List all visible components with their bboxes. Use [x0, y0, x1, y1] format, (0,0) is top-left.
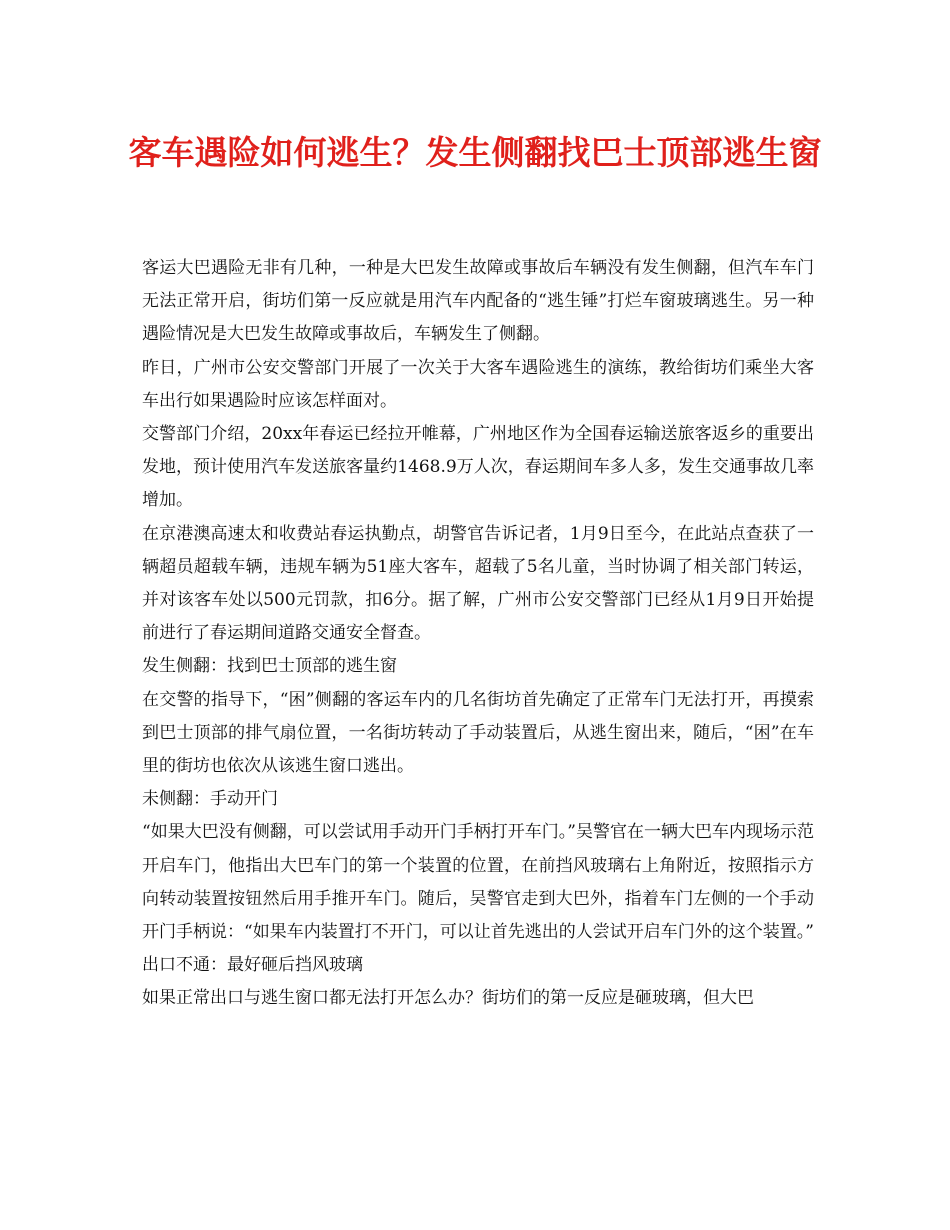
paragraph-drill: 昨日，广州市公安交警部门开展了一次关于大客车遇险逃生的演练，教给街坊们乘坐大客车出行如果遇险时应该怎样面对。: [142, 357, 814, 411]
paragraph-rollover: 在交警的指导下，“困”侧翻的客运车内的几名街坊首先确定了正常车门无法打开，再摸索到巴士顶部的排气扇位置，一名街坊转动了手动装置后，从逃生窗出来，随后，“困”在车里的街坊也依次从该逃生窗口逃出。: [142, 689, 814, 777]
section-heading-no-rollover: 未侧翻：手动开门: [142, 789, 278, 810]
paragraph-manual-door: “如果大巴没有侧翻，可以尝试用手动开门手柄打开车门。”吴警官在一辆大巴车内现场示范开启车门，他指出大巴车门的第一个装置的位置，在前挡风玻璃右上角附近，按照指示方向转动装置按钮然后用手推开车门。随后，吴警官走到大巴外，指着车门左侧的一个手动开门手柄说：“如果车内装置打不开门，可以让首先逃出的人尝试开启车门外的这个装置。”: [142, 822, 814, 943]
paragraph-intro: 客运大巴遇险无非有几种，一种是大巴发生故障或事故后车辆没有发生侧翻，但汽车车门无法正常开启，街坊们第一反应就是用汽车内配备的“逃生锤”打烂车窗玻璃逃生。另一种遇险情况是大巴发生故障或事故后，车辆发生了侧翻。: [142, 258, 814, 345]
article-title: 客车遇险如何逃生？发生侧翻找巴士顶部逃生窗: [128, 133, 822, 172]
paragraph-spring-festival: 交警部门介绍，20xx年春运已经拉开帷幕，广州地区作为全国春运输送旅客返乡的重要出发地，预计使用汽车发送旅客量约1468.9万人次，春运期间车多人多，发生交通事故几率增加。: [142, 424, 814, 511]
article-body: [142, 252, 814, 1016]
section-heading-exit-blocked: 出口不通：最好砸后挡风玻璃: [142, 955, 363, 976]
section-heading-rollover: 发生侧翻：找到巴士顶部的逃生窗: [142, 656, 397, 677]
paragraph-toll-station: 在京港澳高速太和收费站春运执勤点，胡警官告诉记者，1月9日至今，在此站点查获了一辆超员超载车辆，违规车辆为51座大客车，超载了5名儿童，当时协调了相关部门转运，并对该客车处以500元罚款，扣6分。据了解，广州市公安交警部门已经从1月9日开始提前进行了春运期间道路交通安全督查。: [142, 523, 814, 644]
paragraph-exit-blocked: 如果正常出口与逃生窗口都无法打开怎么办？街坊们的第一反应是砸玻璃，但大巴: [142, 988, 754, 1009]
